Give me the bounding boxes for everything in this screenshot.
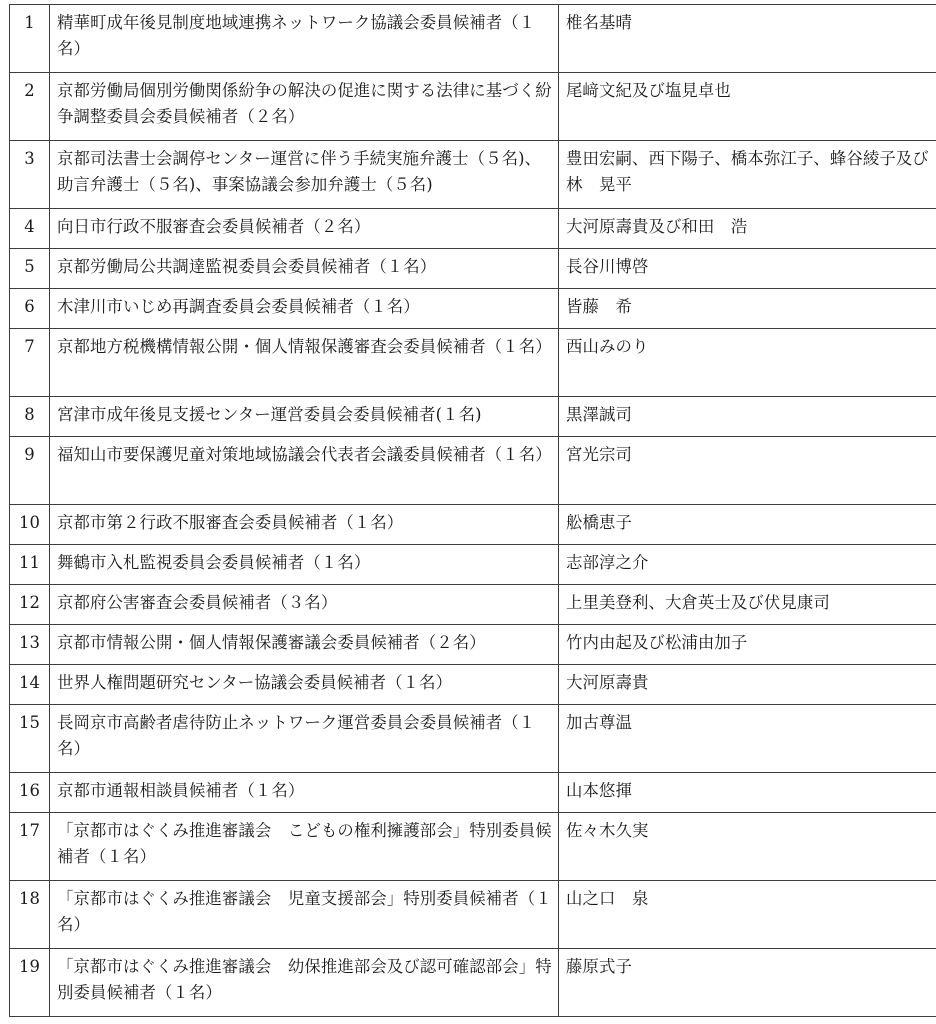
nominee-names: 加古尊温 bbox=[559, 705, 936, 773]
row-number: 12 bbox=[10, 585, 50, 625]
table-row bbox=[10, 545, 936, 585]
row-number: 5 bbox=[10, 249, 50, 289]
row-number: 11 bbox=[10, 545, 50, 585]
row-number: 16 bbox=[10, 773, 50, 813]
committee-title: 京都労働局個別労働関係紛争の解決の促進に関する法律に基づく紛争調整委員会委員候補者（２名） bbox=[50, 73, 559, 141]
table-row bbox=[10, 73, 936, 141]
row-number: 10 bbox=[10, 505, 50, 545]
table-row bbox=[10, 505, 936, 545]
committee-title: 宮津市成年後見支援センター運営委員会委員候補者(１名) bbox=[50, 397, 559, 437]
table-row bbox=[10, 813, 936, 881]
committee-title: 長岡京市高齢者虐待防止ネットワーク運営委員会委員候補者（１名） bbox=[50, 705, 559, 773]
committee-title: 京都市第２行政不服審査会委員候補者（１名） bbox=[50, 505, 559, 545]
table-row bbox=[10, 397, 936, 437]
committee-title: 京都市通報相談員候補者（１名） bbox=[50, 773, 559, 813]
table-row bbox=[10, 5, 936, 73]
row-number: 14 bbox=[10, 665, 50, 705]
committee-title: 京都労働局公共調達監視委員会委員候補者（１名） bbox=[50, 249, 559, 289]
committee-title: 京都司法書士会調停センター運営に伴う手続実施弁護士（５名)、助言弁護士（５名)、事案協議会参加弁護士（５名) bbox=[50, 141, 559, 209]
committee-title: 京都市情報公開・個人情報保護審議会委員候補者（２名） bbox=[50, 625, 559, 665]
table-row bbox=[10, 881, 936, 949]
table-row bbox=[10, 705, 936, 773]
row-number: 7 bbox=[10, 329, 50, 397]
committee-title: 「京都市はぐくみ推進審議会 幼保推進部会及び認可確認部会」特別委員候補者（１名） bbox=[50, 949, 559, 1017]
nominee-names: 豊田宏嗣、西下陽子、橋本弥江子、蜂谷綾子及び林 晃平 bbox=[559, 141, 936, 209]
nominee-names: 山本悠揮 bbox=[559, 773, 936, 813]
nominee-names: 大河原壽貴 bbox=[559, 665, 936, 705]
nominee-names: 大河原壽貴及び和田 浩 bbox=[559, 209, 936, 249]
row-number: 13 bbox=[10, 625, 50, 665]
row-number: 9 bbox=[10, 437, 50, 505]
table-row bbox=[10, 625, 936, 665]
nominee-names: 藤原式子 bbox=[559, 949, 936, 1017]
committee-title: 精華町成年後見制度地域連携ネットワーク協議会委員候補者（１名） bbox=[50, 5, 559, 73]
nominee-names: 椎名基晴 bbox=[559, 5, 936, 73]
row-number: 15 bbox=[10, 705, 50, 773]
table-row bbox=[10, 289, 936, 329]
row-number: 1 bbox=[10, 5, 50, 73]
table-row bbox=[10, 141, 936, 209]
nominee-names: 長谷川博啓 bbox=[559, 249, 936, 289]
table-row bbox=[10, 773, 936, 813]
table-row bbox=[10, 437, 936, 505]
nominee-names: 舩橋恵子 bbox=[559, 505, 936, 545]
committee-title: 世界人権問題研究センター協議会委員候補者（１名） bbox=[50, 665, 559, 705]
row-number: 19 bbox=[10, 949, 50, 1017]
row-number: 8 bbox=[10, 397, 50, 437]
table-row bbox=[10, 209, 936, 249]
row-number: 4 bbox=[10, 209, 50, 249]
row-number: 6 bbox=[10, 289, 50, 329]
committee-title: 京都地方税機構情報公開・個人情報保護審査会委員候補者（１名） bbox=[50, 329, 559, 397]
committee-title: 木津川市いじめ再調査委員会委員候補者（１名） bbox=[50, 289, 559, 329]
nominee-names: 黒澤誠司 bbox=[559, 397, 936, 437]
nominee-names: 宮光宗司 bbox=[559, 437, 936, 505]
committee-title: 向日市行政不服審査会委員候補者（２名） bbox=[50, 209, 559, 249]
nominee-names: 山之口 泉 bbox=[559, 881, 936, 949]
committee-title: 福知山市要保護児童対策地域協議会代表者会議委員候補者（１名） bbox=[50, 437, 559, 505]
row-number: 17 bbox=[10, 813, 50, 881]
table-row bbox=[10, 949, 936, 1017]
committee-title: 京都府公害審査会委員候補者（３名） bbox=[50, 585, 559, 625]
nominee-names: 西山みのり bbox=[559, 329, 936, 397]
row-number: 3 bbox=[10, 141, 50, 209]
row-number: 2 bbox=[10, 73, 50, 141]
committee-title: 「京都市はぐくみ推進審議会 児童支援部会」特別委員候補者（１名） bbox=[50, 881, 559, 949]
nominee-names: 上里美登利、大倉英士及び伏見康司 bbox=[559, 585, 936, 625]
nominee-names: 竹内由起及び松浦由加子 bbox=[559, 625, 936, 665]
nominee-names: 皆藤 希 bbox=[559, 289, 936, 329]
table-row bbox=[10, 249, 936, 289]
table-body bbox=[10, 5, 936, 1017]
nominee-names: 尾﨑文紀及び塩見卓也 bbox=[559, 73, 936, 141]
committee-title: 舞鶴市入札監視委員会委員候補者（１名） bbox=[50, 545, 559, 585]
table-row bbox=[10, 329, 936, 397]
committee-title: 「京都市はぐくみ推進審議会 こどもの権利擁護部会」特別委員候補者（１名） bbox=[50, 813, 559, 881]
nominee-names: 志部淳之介 bbox=[559, 545, 936, 585]
row-number: 18 bbox=[10, 881, 50, 949]
table-row bbox=[10, 585, 936, 625]
nominee-names: 佐々木久実 bbox=[559, 813, 936, 881]
appointment-table bbox=[9, 4, 936, 1017]
table-row bbox=[10, 665, 936, 705]
